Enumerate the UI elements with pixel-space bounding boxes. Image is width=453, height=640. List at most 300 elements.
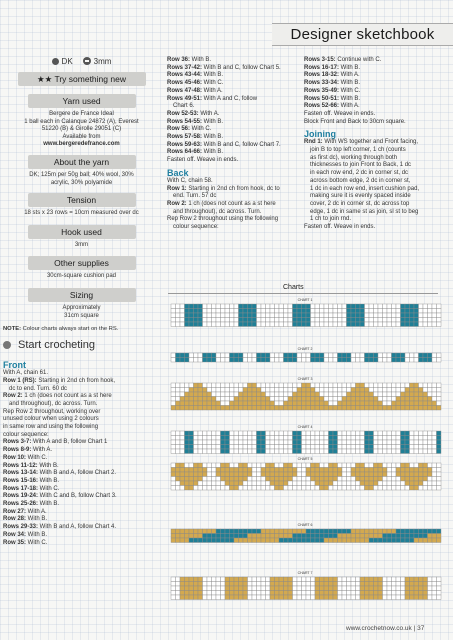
chart-stitch: [288, 463, 293, 468]
chart-stitch: [212, 486, 217, 491]
chart-stitch: [369, 591, 374, 596]
chart-stitch: [405, 401, 410, 406]
chart-stitch: [252, 322, 257, 327]
chart-stitch: [243, 481, 248, 486]
chart-stitch: [207, 431, 212, 436]
row-text: With B.: [202, 118, 224, 125]
chart-stitch: [189, 383, 194, 388]
chart-stitch: [347, 406, 352, 411]
chart-stitch: [401, 313, 406, 318]
chart-stitch: [212, 309, 217, 314]
chart-stitch: [288, 472, 293, 477]
chart-stitch: [387, 586, 392, 591]
chart-stitch: [315, 388, 320, 393]
instruction-line: [3, 439, 160, 447]
chart-stitch: [342, 353, 347, 358]
chart-stitch: [230, 463, 235, 468]
chart-stitch: [243, 392, 248, 397]
chart-stitch: [324, 529, 329, 534]
chart-stitch: [392, 383, 397, 388]
instruction-line: [167, 126, 298, 134]
chart-stitch: [261, 436, 266, 441]
chart-stitch: [410, 322, 415, 327]
chart-stitch: [257, 440, 262, 445]
chart-stitch: [414, 472, 419, 477]
chart-stitch: [270, 591, 275, 596]
chart-stitch: [374, 388, 379, 393]
chart-stitch: [248, 392, 253, 397]
chart-stitch: [198, 383, 203, 388]
row-label: Rows 59-63:: [167, 141, 203, 148]
chart-stitch: [275, 534, 280, 539]
row-text: Fasten off. Weave in ends.: [167, 157, 239, 164]
chart-stitch: [216, 436, 221, 441]
chart-stitch: [194, 440, 199, 445]
chart-stitch: [387, 468, 392, 473]
chart-stitch: [329, 481, 334, 486]
chart-stitch: [315, 304, 320, 309]
chart-stitch: [369, 586, 374, 591]
chart-stitch: [342, 534, 347, 539]
chart-stitch: [302, 440, 307, 445]
chart-stitch: [266, 534, 271, 539]
chart-stitch: [365, 388, 370, 393]
chart-stitch: [333, 383, 338, 388]
chart-stitch: [419, 538, 424, 543]
chart-stitch: [405, 406, 410, 411]
chart-stitch: [410, 534, 415, 539]
chart-stitch: [338, 440, 343, 445]
colour-note: NOTE: Colour charts always start on the RS.: [3, 326, 119, 333]
chart-stitch: [351, 586, 356, 591]
chart-stitch: [221, 582, 226, 587]
chart-stitch: [243, 440, 248, 445]
chart-stitch: [198, 304, 203, 309]
chart-stitch: [221, 401, 226, 406]
chart-stitch: [351, 477, 356, 482]
chart-stitch: [270, 318, 275, 323]
chart-stitch: [396, 436, 401, 441]
chart-stitch: [203, 445, 208, 450]
chart-stitch: [234, 577, 239, 582]
chart-stitch: [396, 322, 401, 327]
yarn-info: Bergere de France Ideal 1 ball each in Calanque 24872 (A), Everest 51220 (B) & Girolle 29051 (C) Available from www.bergeredefrance.com: [3, 111, 160, 149]
chart-stitch: [356, 486, 361, 491]
chart-stitch: [374, 358, 379, 363]
chart-stitch: [324, 582, 329, 587]
chart-stitch: [437, 313, 442, 318]
chart-stitch: [239, 358, 244, 363]
difficulty-badge: ★★ Try something new: [18, 72, 146, 86]
chart-stitch: [347, 440, 352, 445]
chart-stitch: [329, 353, 334, 358]
chart-stitch: [279, 529, 284, 534]
chart-stitch: [401, 577, 406, 582]
chart-stitch: [356, 529, 361, 534]
chart-stitch: [360, 538, 365, 543]
chart-stitch: [194, 383, 199, 388]
chart-stitch: [185, 595, 190, 600]
chart-stitch: [410, 318, 415, 323]
chart-stitch: [270, 431, 275, 436]
chart-stitch: [401, 463, 406, 468]
row-text: Fasten off. Weave in ends.: [304, 110, 376, 117]
chart-stitch: [437, 392, 442, 397]
chart-stitch: [338, 406, 343, 411]
chart-stitch: [351, 591, 356, 596]
chart-stitch: [270, 449, 275, 454]
chart-stitch: [180, 318, 185, 323]
chart-stitch: [414, 586, 419, 591]
chart-stitch: [198, 529, 203, 534]
chart-stitch: [207, 486, 212, 491]
chart-stitch: [315, 431, 320, 436]
chart-stitch: [428, 486, 433, 491]
chart-stitch: [333, 586, 338, 591]
chart-stitch: [270, 538, 275, 543]
chart-stitch: [275, 322, 280, 327]
row-text: 1 ch (does not count as a st here: [22, 393, 112, 400]
chart-stitch: [221, 440, 226, 445]
chart-stitch: [423, 353, 428, 358]
instruction-line: [167, 88, 298, 96]
chart-stitch: [252, 538, 257, 543]
chart-stitch: [329, 463, 334, 468]
chart-stitch: [414, 392, 419, 397]
chart-stitch: [437, 477, 442, 482]
chart-stitch: [297, 383, 302, 388]
chart-stitch: [234, 440, 239, 445]
chart-stitch: [203, 406, 208, 411]
chart-stitch: [333, 486, 338, 491]
chart-stitch: [261, 486, 266, 491]
chart-stitch: [338, 322, 343, 327]
chart-stitch: [374, 318, 379, 323]
chart-stitch: [414, 529, 419, 534]
chart-stitch: [293, 538, 298, 543]
chart-stitch: [387, 309, 392, 314]
chart-stitch: [365, 468, 370, 473]
chart-stitch: [261, 582, 266, 587]
chart-stitch: [248, 463, 253, 468]
chart-stitch: [396, 445, 401, 450]
chart-stitch: [221, 595, 226, 600]
chart-stitch: [230, 591, 235, 596]
chart-stitch: [360, 529, 365, 534]
row-label: Row 10:: [3, 454, 27, 461]
about-yarn-heading: About the yarn: [28, 155, 136, 169]
chart-stitch: [396, 463, 401, 468]
row-text: With C.: [190, 126, 212, 133]
chart-stitch: [248, 486, 253, 491]
chart-stitch: [252, 449, 257, 454]
chart-stitch: [189, 431, 194, 436]
chart-stitch: [315, 309, 320, 314]
chart-stitch: [428, 577, 433, 582]
row-label: Row 2:: [167, 200, 187, 207]
chart-stitch: [275, 481, 280, 486]
chart-stitch: [432, 392, 437, 397]
chart-stitch: [342, 318, 347, 323]
chart-stitch: [392, 463, 397, 468]
chart-stitch: [293, 304, 298, 309]
chart-stitch: [356, 353, 361, 358]
chart-stitch: [279, 401, 284, 406]
chart-stitch: [176, 401, 181, 406]
chart-stitch: [203, 468, 208, 473]
chart-stitch: [374, 538, 379, 543]
chart-stitch: [207, 468, 212, 473]
chart-stitch: [225, 577, 230, 582]
chart-stitch: [311, 481, 316, 486]
chart-stitch: [297, 468, 302, 473]
chart-stitch: [266, 591, 271, 596]
chart-stitch: [428, 440, 433, 445]
chart-stitch: [320, 449, 325, 454]
chart-stitch: [288, 397, 293, 402]
chart-stitch: [423, 440, 428, 445]
chart-stitch: [405, 591, 410, 596]
chart-stitch: [185, 406, 190, 411]
chart-stitch: [225, 582, 230, 587]
chart-stitch: [311, 397, 316, 402]
front-instructions: [3, 370, 160, 547]
chart-stitch: [432, 463, 437, 468]
chart-stitch: [428, 586, 433, 591]
chart-stitch: [320, 468, 325, 473]
chart-stitch: [428, 472, 433, 477]
chart-stitch: [221, 436, 226, 441]
chart-stitch: [356, 322, 361, 327]
chart-stitch: [261, 477, 266, 482]
chart-stitch: [243, 358, 248, 363]
chart-stitch: [248, 383, 253, 388]
row-text: With A.: [202, 87, 223, 94]
chart-stitch: [189, 436, 194, 441]
chart-stitch: [360, 591, 365, 596]
chart-stitch: [297, 534, 302, 539]
instruction-line: [304, 57, 450, 65]
chart-stitch: [378, 318, 383, 323]
chart-stitch: [261, 481, 266, 486]
chart-stitch: [392, 353, 397, 358]
chart-label: CHART 7: [297, 571, 313, 575]
chart-stitch: [419, 477, 424, 482]
chart-stitch: [284, 449, 289, 454]
chart-stitch: [302, 431, 307, 436]
chart-stitch: [198, 538, 203, 543]
row-text: With A.: [198, 110, 220, 117]
chart-stitch: [378, 431, 383, 436]
chart-stitch: [207, 322, 212, 327]
chart-stitch: [419, 383, 424, 388]
chart-stitch: [207, 463, 212, 468]
chart-stitch: [185, 534, 190, 539]
chart-stitch: [189, 582, 194, 587]
chart-stitch: [239, 401, 244, 406]
chart-stitch: [423, 582, 428, 587]
chart-stitch: [396, 449, 401, 454]
chart-stitch: [401, 309, 406, 314]
chart-stitch: [243, 388, 248, 393]
chart-stitch: [419, 582, 424, 587]
chart-stitch: [261, 472, 266, 477]
chart-stitch: [338, 313, 343, 318]
chart-stitch: [419, 463, 424, 468]
chart-stitch: [423, 436, 428, 441]
chart-stitch: [333, 449, 338, 454]
chart-stitch: [333, 481, 338, 486]
chart-stitch: [374, 534, 379, 539]
chart-stitch: [185, 392, 190, 397]
chart-stitch: [252, 358, 257, 363]
chart-stitch: [203, 529, 208, 534]
chart-stitch: [216, 309, 221, 314]
chart-stitch: [216, 577, 221, 582]
chart-stitch: [342, 477, 347, 482]
chart-stitch: [212, 529, 217, 534]
chart-stitch: [288, 468, 293, 473]
chart-stitch: [216, 353, 221, 358]
row-text: and throughout), dc across. Turn.: [173, 208, 262, 215]
chart-stitch: [329, 449, 334, 454]
chart-stitch: [230, 406, 235, 411]
chart-label: CHART 5: [297, 457, 313, 461]
chart-stitch: [369, 477, 374, 482]
chart-stitch: [311, 445, 316, 450]
chart-stitch: [171, 445, 176, 450]
chart-stitch: [396, 397, 401, 402]
chart-stitch: [185, 383, 190, 388]
chart-stitch: [270, 388, 275, 393]
chart-stitch: [261, 406, 266, 411]
chart-stitch: [180, 440, 185, 445]
chart-stitch: [365, 436, 370, 441]
chart-stitch: [180, 445, 185, 450]
chart-stitch: [225, 472, 230, 477]
chart-stitch: [297, 358, 302, 363]
chart-stitch: [414, 595, 419, 600]
chart-stitch: [225, 392, 230, 397]
chart-stitch: [320, 397, 325, 402]
instruction-line: [167, 96, 298, 104]
chart-stitch: [383, 468, 388, 473]
chart-stitch: [324, 449, 329, 454]
chart-stitch: [198, 577, 203, 582]
chart-stitch: [203, 304, 208, 309]
chart-stitch: [396, 440, 401, 445]
instruction-line: [304, 216, 450, 224]
chart-stitch: [311, 586, 316, 591]
row-label: Rows 29-33:: [3, 524, 39, 531]
hook-used-heading: Hook used: [28, 225, 136, 239]
chart-stitch: [338, 534, 343, 539]
chart-stitch: [378, 313, 383, 318]
chart-stitch: [437, 591, 442, 596]
chart-stitch: [396, 313, 401, 318]
row-text: With A.: [339, 72, 360, 79]
chart-stitch: [414, 449, 419, 454]
chart-stitch: [405, 486, 410, 491]
chart-stitch: [189, 309, 194, 314]
chart-stitch: [351, 401, 356, 406]
row-label: Rows 57-58:: [167, 134, 203, 141]
chart-stitch: [338, 397, 343, 402]
chart-stitch: [437, 304, 442, 309]
chart-stitch: [180, 322, 185, 327]
chart-stitch: [383, 486, 388, 491]
chart-stitch: [297, 401, 302, 406]
chart-stitch: [225, 463, 230, 468]
chart-stitch: [207, 401, 212, 406]
chart-stitch: [329, 383, 334, 388]
chart-stitch: [257, 472, 262, 477]
chart-stitch: [239, 440, 244, 445]
chart-stitch: [392, 401, 397, 406]
chart-stitch: [306, 529, 311, 534]
chart-stitch: [365, 582, 370, 587]
chart-stitch: [356, 595, 361, 600]
chart-stitch: [180, 431, 185, 436]
chart-stitch: [288, 304, 293, 309]
chart-stitch: [378, 534, 383, 539]
chart-stitch: [203, 313, 208, 318]
row-text: thicknesses to join Front to Back, 1 dc: [310, 162, 412, 169]
chart-stitch: [288, 392, 293, 397]
chart-stitch: [329, 440, 334, 445]
chart-stitch: [221, 538, 226, 543]
chart-stitch: [311, 358, 316, 363]
chart-stitch: [207, 595, 212, 600]
chart-stitch: [338, 591, 343, 596]
joining-heading: Joining: [304, 129, 336, 140]
chart-stitch: [432, 591, 437, 596]
chart-stitch: [216, 595, 221, 600]
chart-stitch: [207, 477, 212, 482]
chart-stitch: [212, 436, 217, 441]
chart-stitch: [405, 472, 410, 477]
chart-stitch: [252, 529, 257, 534]
chart-stitch: [248, 577, 253, 582]
chart-stitch: [365, 529, 370, 534]
chart-stitch: [270, 304, 275, 309]
chart-stitch: [266, 529, 271, 534]
chart-stitch: [432, 468, 437, 473]
chart-stitch: [369, 388, 374, 393]
chart-stitch: [333, 440, 338, 445]
chart-stitch: [342, 358, 347, 363]
chart-stitch: [225, 529, 230, 534]
chart-stitch: [212, 591, 217, 596]
chart-stitch: [189, 477, 194, 482]
chart-stitch: [387, 431, 392, 436]
chart-stitch: [279, 477, 284, 482]
row-label: Rows 35-49:: [304, 87, 340, 94]
chart-stitch: [437, 486, 442, 491]
chart-stitch: [275, 436, 280, 441]
chart-stitch: [356, 392, 361, 397]
chart-stitch: [383, 383, 388, 388]
chart-stitch: [293, 582, 298, 587]
chart-stitch: [428, 582, 433, 587]
chart-stitch: [410, 304, 415, 309]
chart-stitch: [243, 449, 248, 454]
chart-stitch: [437, 582, 442, 587]
chart-stitch: [333, 322, 338, 327]
row-label: Rows 3-7:: [3, 439, 32, 446]
instruction-line: [304, 186, 450, 194]
yarn-url: www.bergeredefrance.com: [43, 141, 120, 148]
